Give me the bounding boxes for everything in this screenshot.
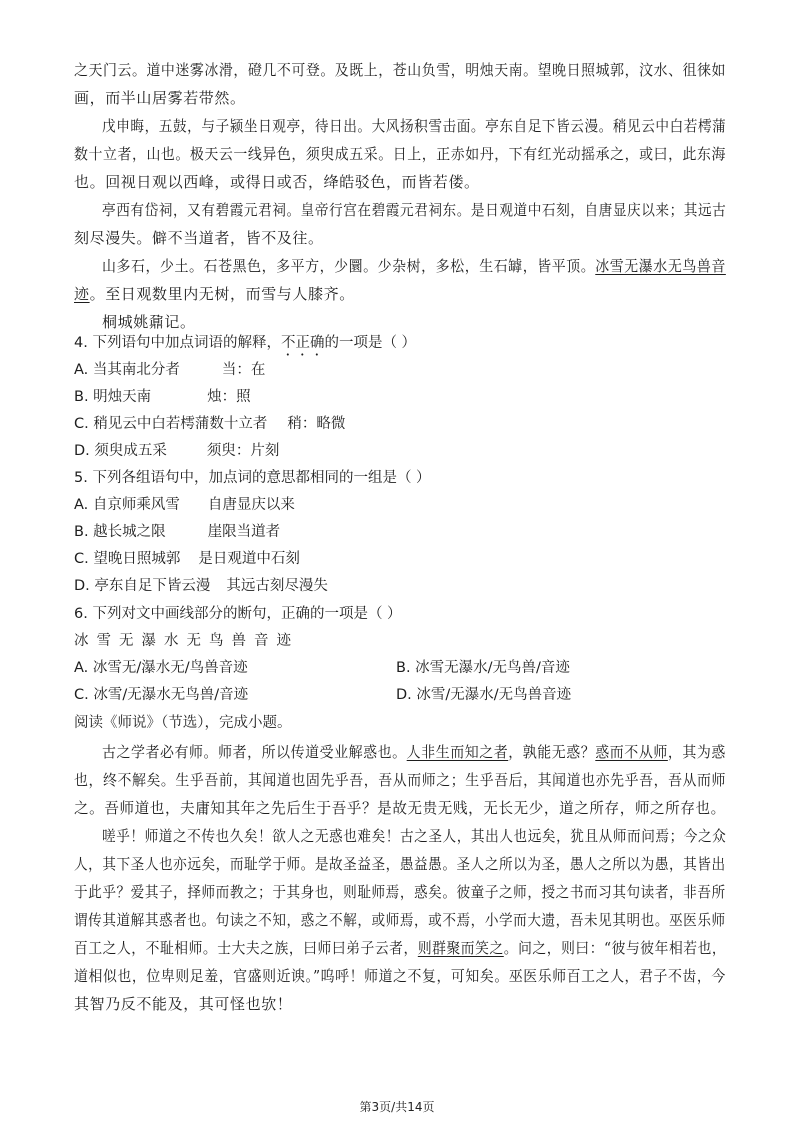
passage-1-line: 之天门云。道中迷雾冰滑，磴几不可登。及既上，苍山负雪，明烛天南。望晚日照城郭，汶水、徂徕如 (74, 61, 727, 79)
question-5-option-a[interactable] (74, 495, 295, 515)
passage-2-text: 。问之，则曰：“彼与彼年相若也， (503, 939, 727, 957)
question-4-stem (74, 333, 416, 359)
option-gloss: 须臾：片刻 (206, 443, 280, 459)
question-4-option-b[interactable] (74, 387, 251, 407)
passage-1-line (102, 256, 726, 276)
question-4-option-a[interactable] (74, 360, 265, 380)
option-text: A. 当其南北分者 (74, 362, 180, 378)
passage-2-line (74, 938, 726, 958)
option-text: B. 越长城之限 (74, 524, 166, 540)
stem-text: 的一项是（ ） (324, 335, 417, 351)
passage-1-line: 亭西有岱祠，又有碧霞元君祠。皇帝行宫在碧霞元君祠东。是日观道中石刻，自唐显庆以来；其远古 (102, 201, 727, 219)
option-text: 是日观道中石刻 (198, 551, 300, 567)
option-text: 崖限当道者 (207, 524, 281, 540)
question-6-option-d[interactable]: D. 冰雪/无瀑水/无鸟兽音迹 (396, 687, 572, 703)
passage-1-text: 山多石，少土。石苍黑色，多平方，少圜。少杂树，多松，生石罅，皆平顶。 (102, 257, 596, 275)
passage-1-line: 也。回视日观以西峰，或得日或否，绛皓驳色，而皆若偻。 (74, 173, 480, 191)
stem-text: 4. 下列语句中加点词语的解释， (74, 335, 281, 351)
underlined-phrase: 惑而不从师 (595, 743, 668, 761)
question-6-option-c[interactable]: C. 冰雪/无瀑水无鸟兽/音迹 (74, 687, 249, 703)
question-6-option-b[interactable]: B. 冰雪无瀑水/无鸟兽/音迹 (396, 660, 570, 676)
question-6-sentence: 冰雪无瀑水无鸟兽音迹 (74, 633, 299, 649)
option-text: A. 自京师乘风雪 (74, 497, 180, 513)
passage-1-line: 戊申晦，五鼓，与子颍坐日观亭，待日出。大风扬积雪击面。亭东自足下皆云漫。稍见云中白若樗蒲 (102, 117, 727, 135)
passage-2-line (102, 742, 726, 762)
option-text: 自唐显庆以来 (207, 497, 295, 513)
passage-1-author: 桐城姚鼐记。 (102, 313, 196, 331)
passage-1-line (74, 284, 355, 304)
question-5-option-d[interactable] (74, 576, 328, 596)
underlined-sentence: 冰雪无瀑水无鸟兽音 (595, 257, 726, 275)
option-text: 其远古刻尽漫失 (226, 578, 328, 594)
underlined-sentence-end: 迹 (74, 285, 90, 303)
underlined-phrase: 人非生而知之者 (406, 743, 509, 761)
question-5-stem: 5. 下列各组语句中，加点词的意思都相同的一组是（ ） (74, 470, 431, 486)
option-text: D. 亭东自足下皆云漫 (74, 578, 211, 594)
passage-1-line: 画，而半山居雾若带然。 (74, 89, 246, 107)
question-6-option-a[interactable]: A. 冰雪无/瀑水无/鸟兽音迹 (74, 660, 248, 676)
passage-2-line: 道相似也，位卑则足羞，官盛则近谀。”呜呼！师道之不复，可知矣。巫医乐师百工之人，君子不齿，今 (74, 967, 726, 985)
option-gloss: 当：在 (221, 362, 266, 378)
page-number: 第3页/共14页 (359, 1100, 435, 1114)
passage-2-line: 谓传其道解其惑者也。句读之不知，惑之不解，或师焉，或不焉，小学而大遗，吾未见其明也。巫医乐师 (74, 911, 726, 929)
option-text: C. 稍见云中白若樗蒲数十立者 (74, 416, 268, 432)
passage-2-text: ，其为惑 (667, 743, 726, 761)
underlined-phrase: 则群聚而笑之 (417, 939, 504, 957)
passage-2-text: 百工之人，不耻相师。士大夫之族，曰师曰弟子云者， (74, 939, 418, 957)
question-5-option-c[interactable] (74, 549, 300, 569)
section-intro: 阅读《师说》（节选），完成小题。 (74, 715, 292, 731)
option-text: D. 须臾成五采 (74, 443, 167, 459)
question-4-option-d[interactable] (74, 441, 279, 461)
question-5-option-b[interactable] (74, 522, 280, 542)
question-4-option-c[interactable] (74, 414, 345, 434)
passage-1-line: 刻尽漫失。僻不当道者，皆不及往。 (74, 229, 324, 247)
passage-2-line: 其智乃反不能及，其可怪也欤！ (74, 995, 293, 1013)
passage-2-line: 嗟乎！师道之不传也久矣！欲人之无惑也难矣！古之圣人，其出人也远矣，犹且从师而问焉；今之众 (102, 827, 727, 845)
option-gloss: 烛：照 (207, 389, 251, 405)
option-text: C. 望晚日照城郭 (74, 551, 181, 567)
passage-2-line: 人，其下圣人也亦远矣，而耻学于师。是故圣益圣，愚益愚。圣人之所以为圣，愚人之所以为愚，其皆出 (74, 855, 726, 873)
passage-2-text: ，孰能无惑？ (508, 743, 596, 761)
passage-1-line: 数十立者，山也。极天云一线异色，须臾成五采。日上，正赤如丹，下有红光动摇承之，或曰，此东海 (74, 145, 727, 163)
passage-1-text: 。至日观数里内无树，而雪与人膝齐。 (89, 285, 355, 303)
passage-2-text: 古之学者必有师。师者，所以传道受业解惑也。 (102, 743, 407, 761)
passage-2-line: 于此乎？爱其子，择师而教之；于其身也，则耻师焉，惑矣。彼童子之师，授之书而习其句读者，非吾所 (74, 883, 726, 901)
passage-2-line: 之。吾师道也，夫庸知其年之先后生于吾乎？是故无贵无贱，无长无少，道之所存，师之所存也。 (74, 799, 726, 817)
option-text: B. 明烛天南 (74, 389, 152, 405)
question-6-stem: 6. 下列对文中画线部分的断句，正确的一项是（ ） (74, 606, 402, 622)
passage-2-line: 也，终不解矣。生乎吾前，其闻道也固先乎吾，吾从而师之；生乎吾后，其闻道也亦先乎吾，吾从而师 (74, 771, 727, 789)
emphasized-text: 不正确 (280, 335, 325, 351)
option-gloss: 稍：略微 (287, 416, 346, 432)
